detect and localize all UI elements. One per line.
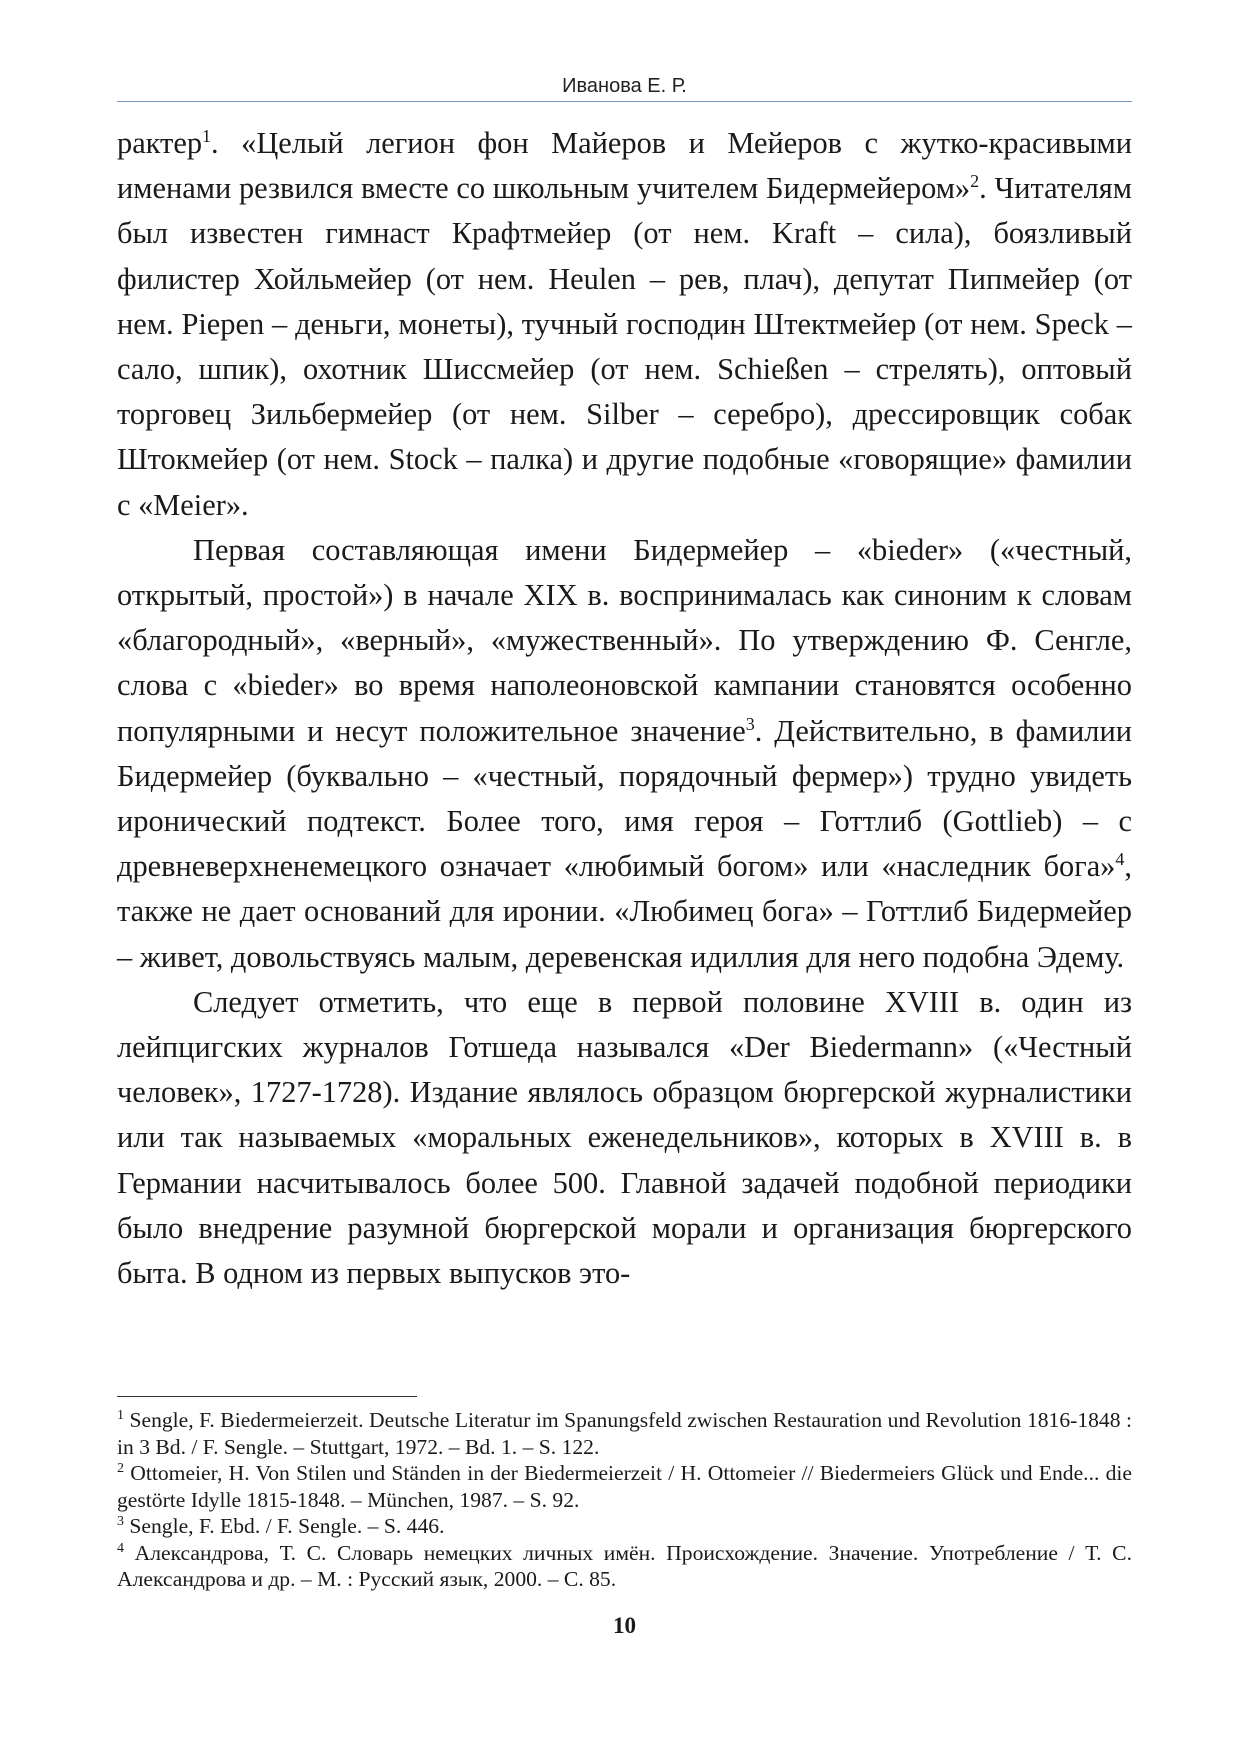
text-segment: , также не дает оснований для иронии. «Любимец бога» – Готтлиб Бидермейер – живет, довольствуясь малым, деревенская идиллия для него подобна Эдему. (117, 849, 1132, 974)
footnote-number: 3 (117, 1513, 124, 1529)
paragraph-1 (117, 121, 1132, 528)
text-segment: . Читателям был известен гимнаст Крафтмейер (от нем. Kraft – сила), боязливый филистер Хойльмейер (от нем. Heulen – рев, плач), депутат Пипмейер (от нем. Piepen – деньги, монеты), тучный господин Штектмейер (от нем. Speck – сало, шпик), охотник Шиссмейер (от нем. Schießen – стрелять), оптовый торговец Зильбермейер (от нем. Silber – серебро), дрессировщик собак Штокмейер (от нем. Stock – палка) и другие подобные «говорящие» фамилии с «Meier». (117, 171, 1132, 522)
text-segment: . Действительно, в фамилии Бидермейер (буквально – «честный, порядочный фермер») трудно увидеть иронический подтекст. Более того, имя героя – Готтлиб (Gottlieb) – с древневерхненемецкого означает «любимый богом» или «наследник бога» (117, 713, 1132, 884)
text-segment: Первая составляющая имени Бидермейер – «bieder» («честный, открытый, простой») в начале XIX в. воспринималась как синоним к словам «благородный», «верный», «мужественный». По утверждению Ф. Сенгле, слова с «bieder» во время наполеоновской кампании становятся особенно популярными и несут положительное значение (117, 532, 1132, 748)
footnote-text: Александрова, Т. С. Словарь немецких личных имён. Происхождение. Значение. Употребление / Т. С. Александрова и др. – М. : Русский язык, 2000. – С. 85. (117, 1540, 1132, 1591)
footnote-3 (117, 1513, 1132, 1540)
page-number: 10 (613, 1613, 636, 1638)
footnote-marker-1[interactable]: 1 (202, 125, 212, 146)
footnote-4 (117, 1540, 1132, 1593)
text-segment: рактер (117, 126, 203, 160)
footnote-1 (117, 1407, 1132, 1460)
footnote-marker-4[interactable]: 4 (1115, 849, 1125, 870)
running-header: Иванова Е. Р. (562, 75, 687, 97)
text-segment: . «Целый легион фон Майеров и Мейеров с жутко-красивыми именами резвился вместе со школьным учителем Бидермейером» (117, 126, 1132, 206)
footnote-text: Ottomeier, H. Von Stilen und Ständen in der Biedermeierzeit / H. Ottomeier // Biedermeiers Glück und Ende... die gestörte Idylle 1815-1848. – München, 1987. – S. 92. (117, 1461, 1133, 1512)
footnote-text: Sengle, F. Biedermeierzeit. Deutsche Literatur im Spanungsfeld zwischen Restauration und Revolution 1816-1848 : in 3 Bd. / F. Sengle. – Stuttgart, 1972. – Bd. 1. – S. 122. (117, 1408, 1132, 1459)
footnote-text: Sengle, F. Ebd. / F. Sengle. – S. 446. (129, 1514, 445, 1538)
paragraph-3 (117, 980, 1132, 1296)
footnote-separator (117, 1396, 417, 1397)
main-text (117, 121, 1132, 1296)
footnote-number: 2 (117, 1460, 124, 1476)
paragraph-2 (117, 528, 1132, 980)
footnote-marker-2[interactable]: 2 (970, 171, 980, 192)
text-segment: Следует отметить, что еще в первой половине XVIII в. один из лейпцигских журналов Готшеда назывался «Der Biedermann» («Честный человек», 1727-1728). Издание являлось образцом бюргерской журналистики или так называемых «моральных еженедельников», которых в XVIII в. в Германии насчитывалось более 500. Главной задачей подобной периодики было внедрение разумной бюргерской морали и организация бюргерского быта. В одном из первых выпусков это- (117, 984, 1132, 1291)
footnote-2 (117, 1460, 1132, 1513)
footnotes (117, 1407, 1132, 1593)
footnote-number: 4 (117, 1540, 124, 1556)
footnote-number: 1 (117, 1407, 124, 1423)
header-rule (117, 101, 1132, 102)
footnote-marker-3[interactable]: 3 (745, 713, 755, 734)
